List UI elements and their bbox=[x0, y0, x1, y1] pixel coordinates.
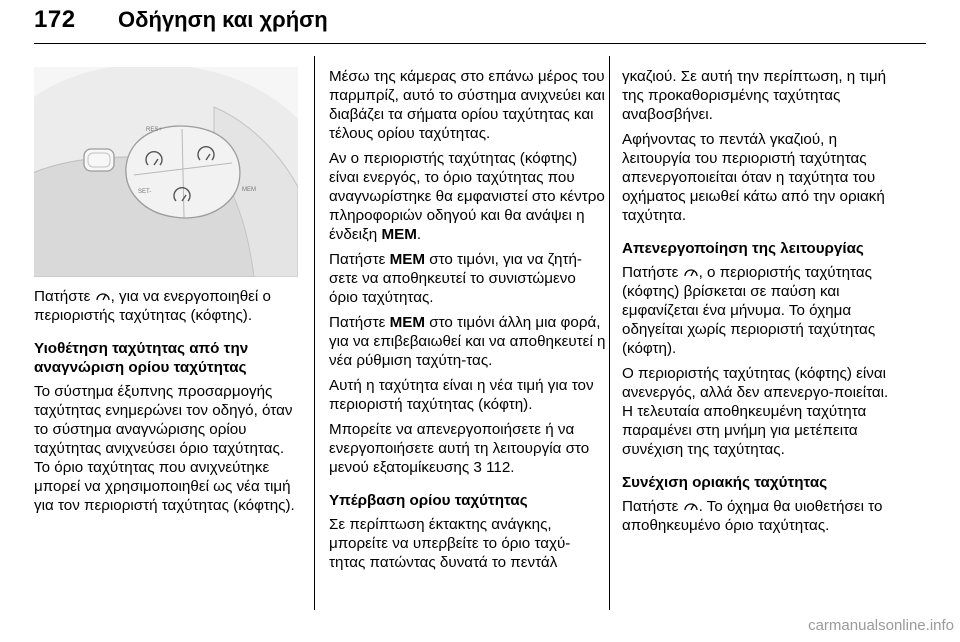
section-heading: Απενεργοποίηση της λειτουργίας bbox=[622, 240, 864, 257]
paragraph: Πατήστε , ο περιοριστής ταχύτητας (κόφτης) βρίσκεται σε παύση και εμφανίζεται ένα μήνυμα. Το όχημα οδηγείται χωρίς περιοριστή ταχύτητας (κόφτη). bbox=[622, 264, 876, 357]
column-divider-1 bbox=[314, 56, 315, 610]
paragraph: γκαζιού. Σε αυτή την περίπτωση, η τιμή της προκαθορισμένης ταχύτητας αναβοσβήνει. bbox=[622, 68, 887, 123]
mem-keyword: MEM bbox=[389, 251, 425, 268]
paragraph: Το σύστημα έξυπνης προσαρμογής ταχύτητας ενημερώνει τον οδηγό, όταν το σύστημα αναγνώρισης ορίου ταχύτητας ανιχνεύσει όριο ταχύτητας. Το όριο ταχύτητας που ανιχνεύτηκε μπορεί να χρησιμοποιηθεί ως νέα τιμή για τον περιοριστή ταχύτητας (κόφτης). bbox=[34, 383, 295, 514]
paragraph: Πατήστε MEM στο τιμόνι, για να ζητή-σετε να αποθηκευτεί το συνιστώμενο όριο ταχύτητας. bbox=[329, 251, 582, 306]
mem-keyword: MEM bbox=[389, 314, 425, 331]
speed-limiter-icon bbox=[95, 289, 111, 302]
speed-limiter-icon bbox=[683, 499, 699, 512]
paragraph: Ο περιοριστής ταχύτητας (κόφτης) είναι ανενεργός, αλλά δεν απενεργο-ποιείται. Η τελευταία αποθηκευμένη ταχύτητα παραμένει στη μνήμη για μετέπειτα συνέχιση της ταχύτητας. bbox=[622, 365, 889, 458]
chapter-title: Οδήγηση και χρήση bbox=[118, 7, 328, 32]
steering-wheel-illustration bbox=[34, 67, 298, 277]
res-label: RES+ bbox=[146, 127, 162, 133]
steering-wheel-figure bbox=[34, 67, 298, 277]
paragraph: Πατήστε . Το όχημα θα υιοθετήσει το αποθηκευμένο όριο ταχύτητας. bbox=[622, 498, 883, 534]
page-header bbox=[34, 6, 926, 42]
section-heading: Υιοθέτηση ταχύτητας από την αναγνώριση ορίου ταχύτητας bbox=[34, 340, 249, 376]
paragraph: Αν ο περιοριστής ταχύτητας (κόφτης) είναι ενεργός, το όριο ταχύτητας που αναγνωρίστηκε θα εμφανιστεί στο κέντρο πληροφοριών οδηγού και θα ανάψει η ένδειξη MEM. bbox=[329, 150, 605, 243]
column-2 bbox=[329, 67, 606, 578]
header-divider bbox=[34, 43, 926, 44]
paragraph: Μέσω της κάμερας στο επάνω μέρος του παρμπρίζ, αυτό το σύστημα ανιχνεύει και διαβάζει τα σήματα ορίου ταχύτητας και τέλους ορίου ταχύτητας. bbox=[329, 68, 605, 142]
section-heading: Υπέρβαση ορίου ταχύτητας bbox=[329, 492, 528, 509]
column-1 bbox=[34, 287, 302, 521]
speed-limiter-icon bbox=[683, 265, 699, 278]
set-label: SET- bbox=[138, 189, 152, 195]
paragraph: Αφήνοντας το πεντάλ γκαζιού, η λειτουργία του περιοριστή ταχύτητας απενεργοποιείται όταν η ταχύτητα του οχήματος μειωθεί κάτω από την οριακή ταχύτητα. bbox=[622, 131, 885, 224]
section-heading: Συνέχιση οριακής ταχύτητας bbox=[622, 474, 828, 491]
mem-label: MEM bbox=[242, 187, 256, 193]
paragraph: Πατήστε , για να ενεργοποιηθεί ο περιοριστής ταχύτητας (κόφτης). bbox=[34, 288, 271, 324]
column-divider-2 bbox=[609, 56, 610, 610]
mem-keyword: MEM bbox=[381, 226, 417, 243]
paragraph: Αυτή η ταχύτητα είναι η νέα τιμή για τον περιοριστή ταχύτητας (κόφτη). bbox=[329, 377, 594, 413]
column-3 bbox=[622, 67, 892, 541]
page-reference-link[interactable]: 3 bbox=[473, 459, 482, 476]
paragraph: Μπορείτε να απενεργοποιήσετε ή να ενεργοποιήσετε αυτή τη λειτουργία στο μενού εξατομίκευσης 3 112. bbox=[329, 421, 590, 476]
page-number: 172 bbox=[34, 6, 76, 33]
watermark: carmanualsonline.info bbox=[808, 617, 954, 634]
paragraph: Σε περίπτωση έκτακτης ανάγκης, μπορείτε να υπερβείτε το όριο ταχύ-τητας πατώντας δυνατά το πεντάλ bbox=[329, 516, 571, 571]
paragraph: Πατήστε MEM στο τιμόνι άλλη μια φορά, για να επιβεβαιωθεί και να αποθηκευτεί η νέα ρύθμιση ταχύτη-τας. bbox=[329, 314, 606, 369]
